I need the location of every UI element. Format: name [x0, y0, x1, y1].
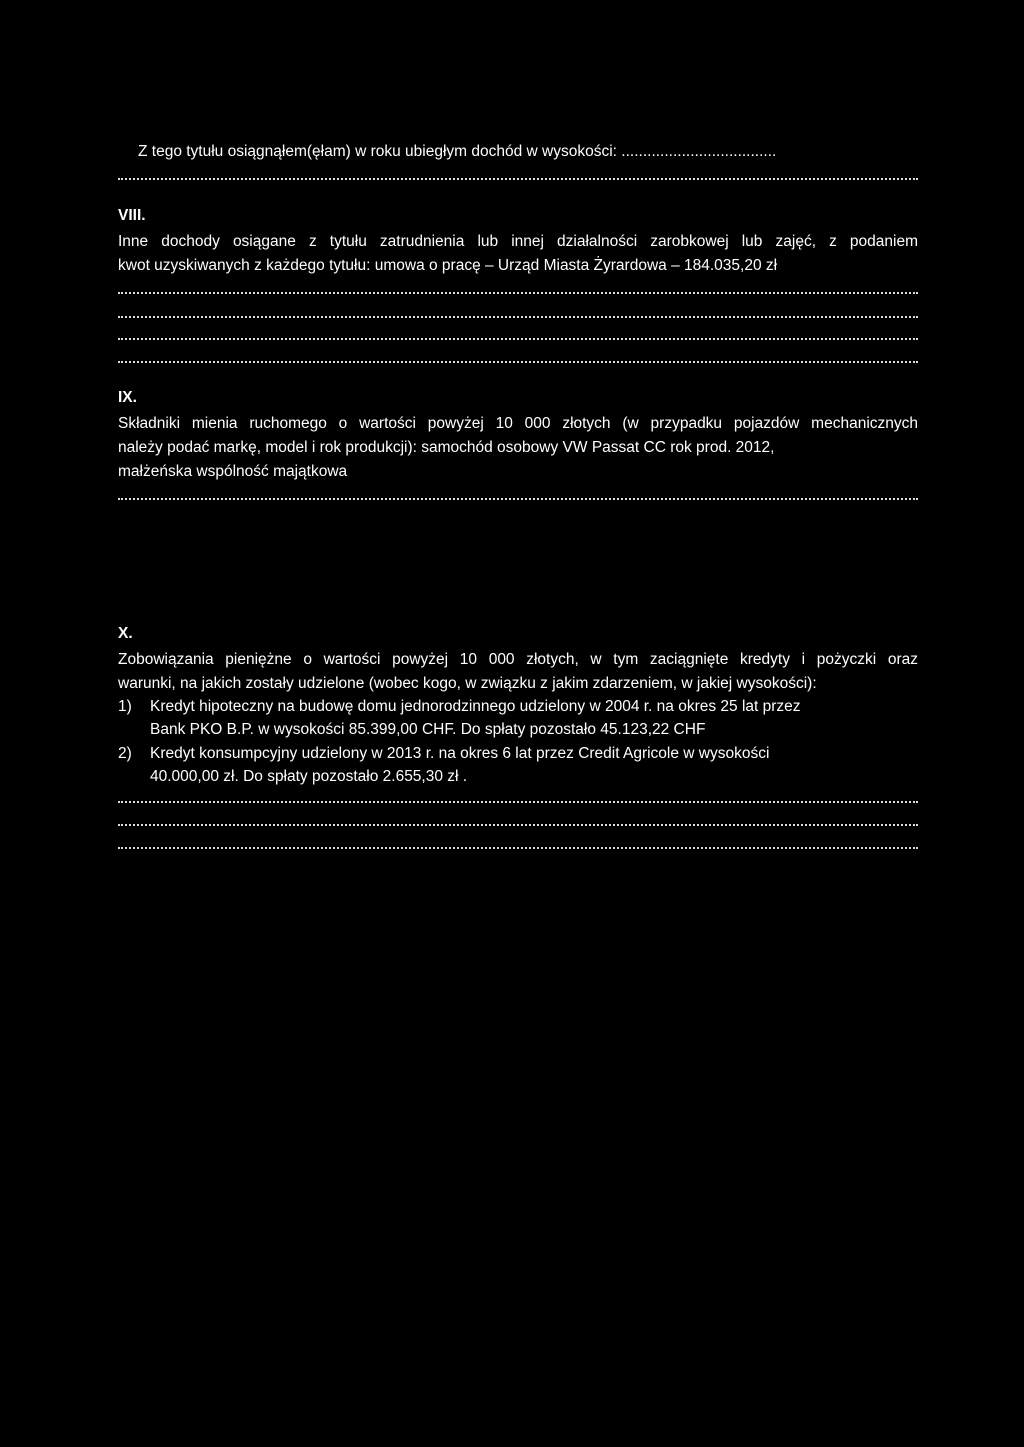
- dotted-fill-line: [118, 292, 918, 294]
- list-item-line-2: Bank PKO B.P. w wysokości 85.399,00 CHF. Do spłaty pozostało 45.123,22 CHF: [150, 721, 706, 738]
- section-x-text-line-2: warunki, na jakich zostały udzielone (wobec kogo, w związku z jakim zdarzeniem, w jakiej wysokości):: [118, 675, 817, 692]
- section-x-text-line-1: Zobowiązania pieniężne o wartości powyżej 10 000 złotych, w tym zaciągnięte kredyty i pożyczki oraz: [118, 651, 918, 668]
- dotted-fill-line: [118, 801, 918, 803]
- dotted-fill-line: [118, 498, 918, 500]
- dotted-fill-line: [118, 824, 918, 826]
- section-viii-heading: VIII.: [118, 207, 146, 224]
- dotted-fill-line: [118, 316, 918, 318]
- dotted-fill-line: [118, 847, 918, 849]
- income-line: Z tego tytułu osiągnąłem(ęłam) w roku ubiegłym dochód w wysokości: ....................................: [138, 143, 777, 160]
- list-item-line-1: Kredyt hipoteczny na budowę domu jednorodzinnego udzielony w 2004 r. na okres 25 lat przez: [150, 698, 801, 715]
- section-x-heading: X.: [118, 625, 133, 642]
- section-viii-text-line-1: Inne dochody osiągane z tytułu zatrudnienia lub innej działalności zarobkowej lub zajęć, z podaniem: [118, 233, 918, 250]
- list-item-number: 1): [118, 698, 132, 715]
- list-item-number: 2): [118, 745, 132, 762]
- dotted-fill-line: [118, 361, 918, 363]
- section-ix-text-line-1: Składniki mienia ruchomego o wartości powyżej 10 000 złotych (w przypadku pojazdów mechanicznych: [118, 415, 918, 432]
- section-ix-text-line-3: małżeńska wspólność majątkowa: [118, 463, 348, 480]
- list-item-line-1: Kredyt konsumpcyjny udzielony w 2013 r. na okres 6 lat przez Credit Agricole w wysokości: [150, 745, 770, 762]
- section-viii-text-line-2: kwot uzyskiwanych z każdego tytułu: umowa o pracę – Urząd Miasta Żyrardowa – 184.035,20 zł: [118, 257, 778, 274]
- section-ix-text-line-2: należy podać markę, model i rok produkcji): samochód osobowy VW Passat CC rok prod. 2012,: [118, 439, 775, 456]
- section-ix-heading: IX.: [118, 389, 137, 406]
- dotted-fill-line: [118, 178, 918, 180]
- dotted-fill-line: [118, 338, 918, 340]
- list-item-line-2: 40.000,00 zł. Do spłaty pozostało 2.655,30 zł .: [150, 768, 468, 785]
